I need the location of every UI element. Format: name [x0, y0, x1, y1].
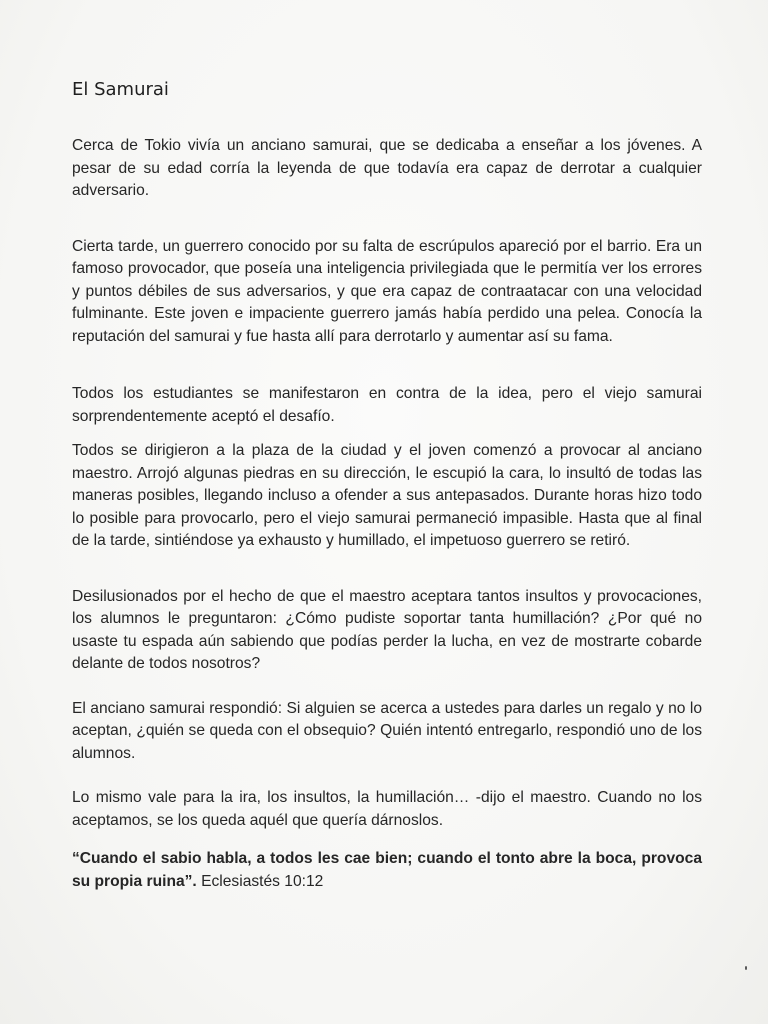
- paragraph-6: El anciano samurai respondió: Si alguien se acerca a ustedes para darles un regalo y no lo aceptan, ¿quién se queda con el obsequio? Quién intentó entregarlo, respondió uno de los alumnos.: [72, 699, 702, 762]
- document-body: [72, 78, 702, 893]
- quote-reference: Eclesiastés 10:12: [196, 872, 324, 890]
- quote-text: “Cuando el sabio habla, a todos les cae bien; cuando el tonto abre la boca, provoca su propia ruina”.: [72, 850, 702, 890]
- paragraph-5: Desilusionados por el hecho de que el maestro aceptara tantos insultos y provocaciones, los alumnos le preguntaron: ¿Cómo pudiste soportar tanta humillación? ¿Por qué no usaste tu espada aún sabiendo que podías perder la lucha, en vez de mostrarte cobarde delante de todos nosotros?: [72, 587, 702, 672]
- closing-quote: [72, 848, 702, 893]
- document-title: El Samurai: [72, 79, 169, 100]
- paragraph-1: Cerca de Tokio vivía un anciano samurai, que se dedicaba a enseñar a los jóvenes. A pesar de su edad corría la leyenda de que todavía era capaz de derrotar a cualquier adversario.: [72, 137, 702, 199]
- paragraph-2: Cierta tarde, un guerrero conocido por su falta de escrúpulos apareció por el barrio. Era un famoso provocador, que poseía una inteligencia privilegiada que le permitía ver los errores y puntos débiles de sus adversarios, y que era capaz de contraatacar con una velocidad fulminante. Este joven e impaciente guerrero jamás había perdido una pelea. Conocía la reputación del samurai y fue hasta allí para derrotarlo y aumentar así su fama.: [72, 237, 702, 345]
- scan-speck: [745, 966, 747, 970]
- paragraph-3: Todos los estudiantes se manifestaron en contra de la idea, pero el viejo samurai sorprendentemente aceptó el desafío.: [72, 385, 702, 425]
- paragraph-4: Todos se dirigieron a la plaza de la ciudad y el joven comenzó a provocar al anciano maestro. Arrojó algunas piedras en su dirección, le escupió la cara, lo insultó de todas las maneras posibles, llegando incluso a ofender a sus antepasados. Durante horas hizo todo lo posible para provocarlo, pero el viejo samurai permaneció impasible. Hasta que al final de la tarde, sintiéndose ya exhausto y humillado, el impetuoso guerrero se retiró.: [72, 442, 702, 549]
- paragraph-7: Lo mismo vale para la ira, los insultos, la humillación… -dijo el maestro. Cuando no los aceptamos, se los queda aquél que quería dárnoslos.: [72, 789, 702, 829]
